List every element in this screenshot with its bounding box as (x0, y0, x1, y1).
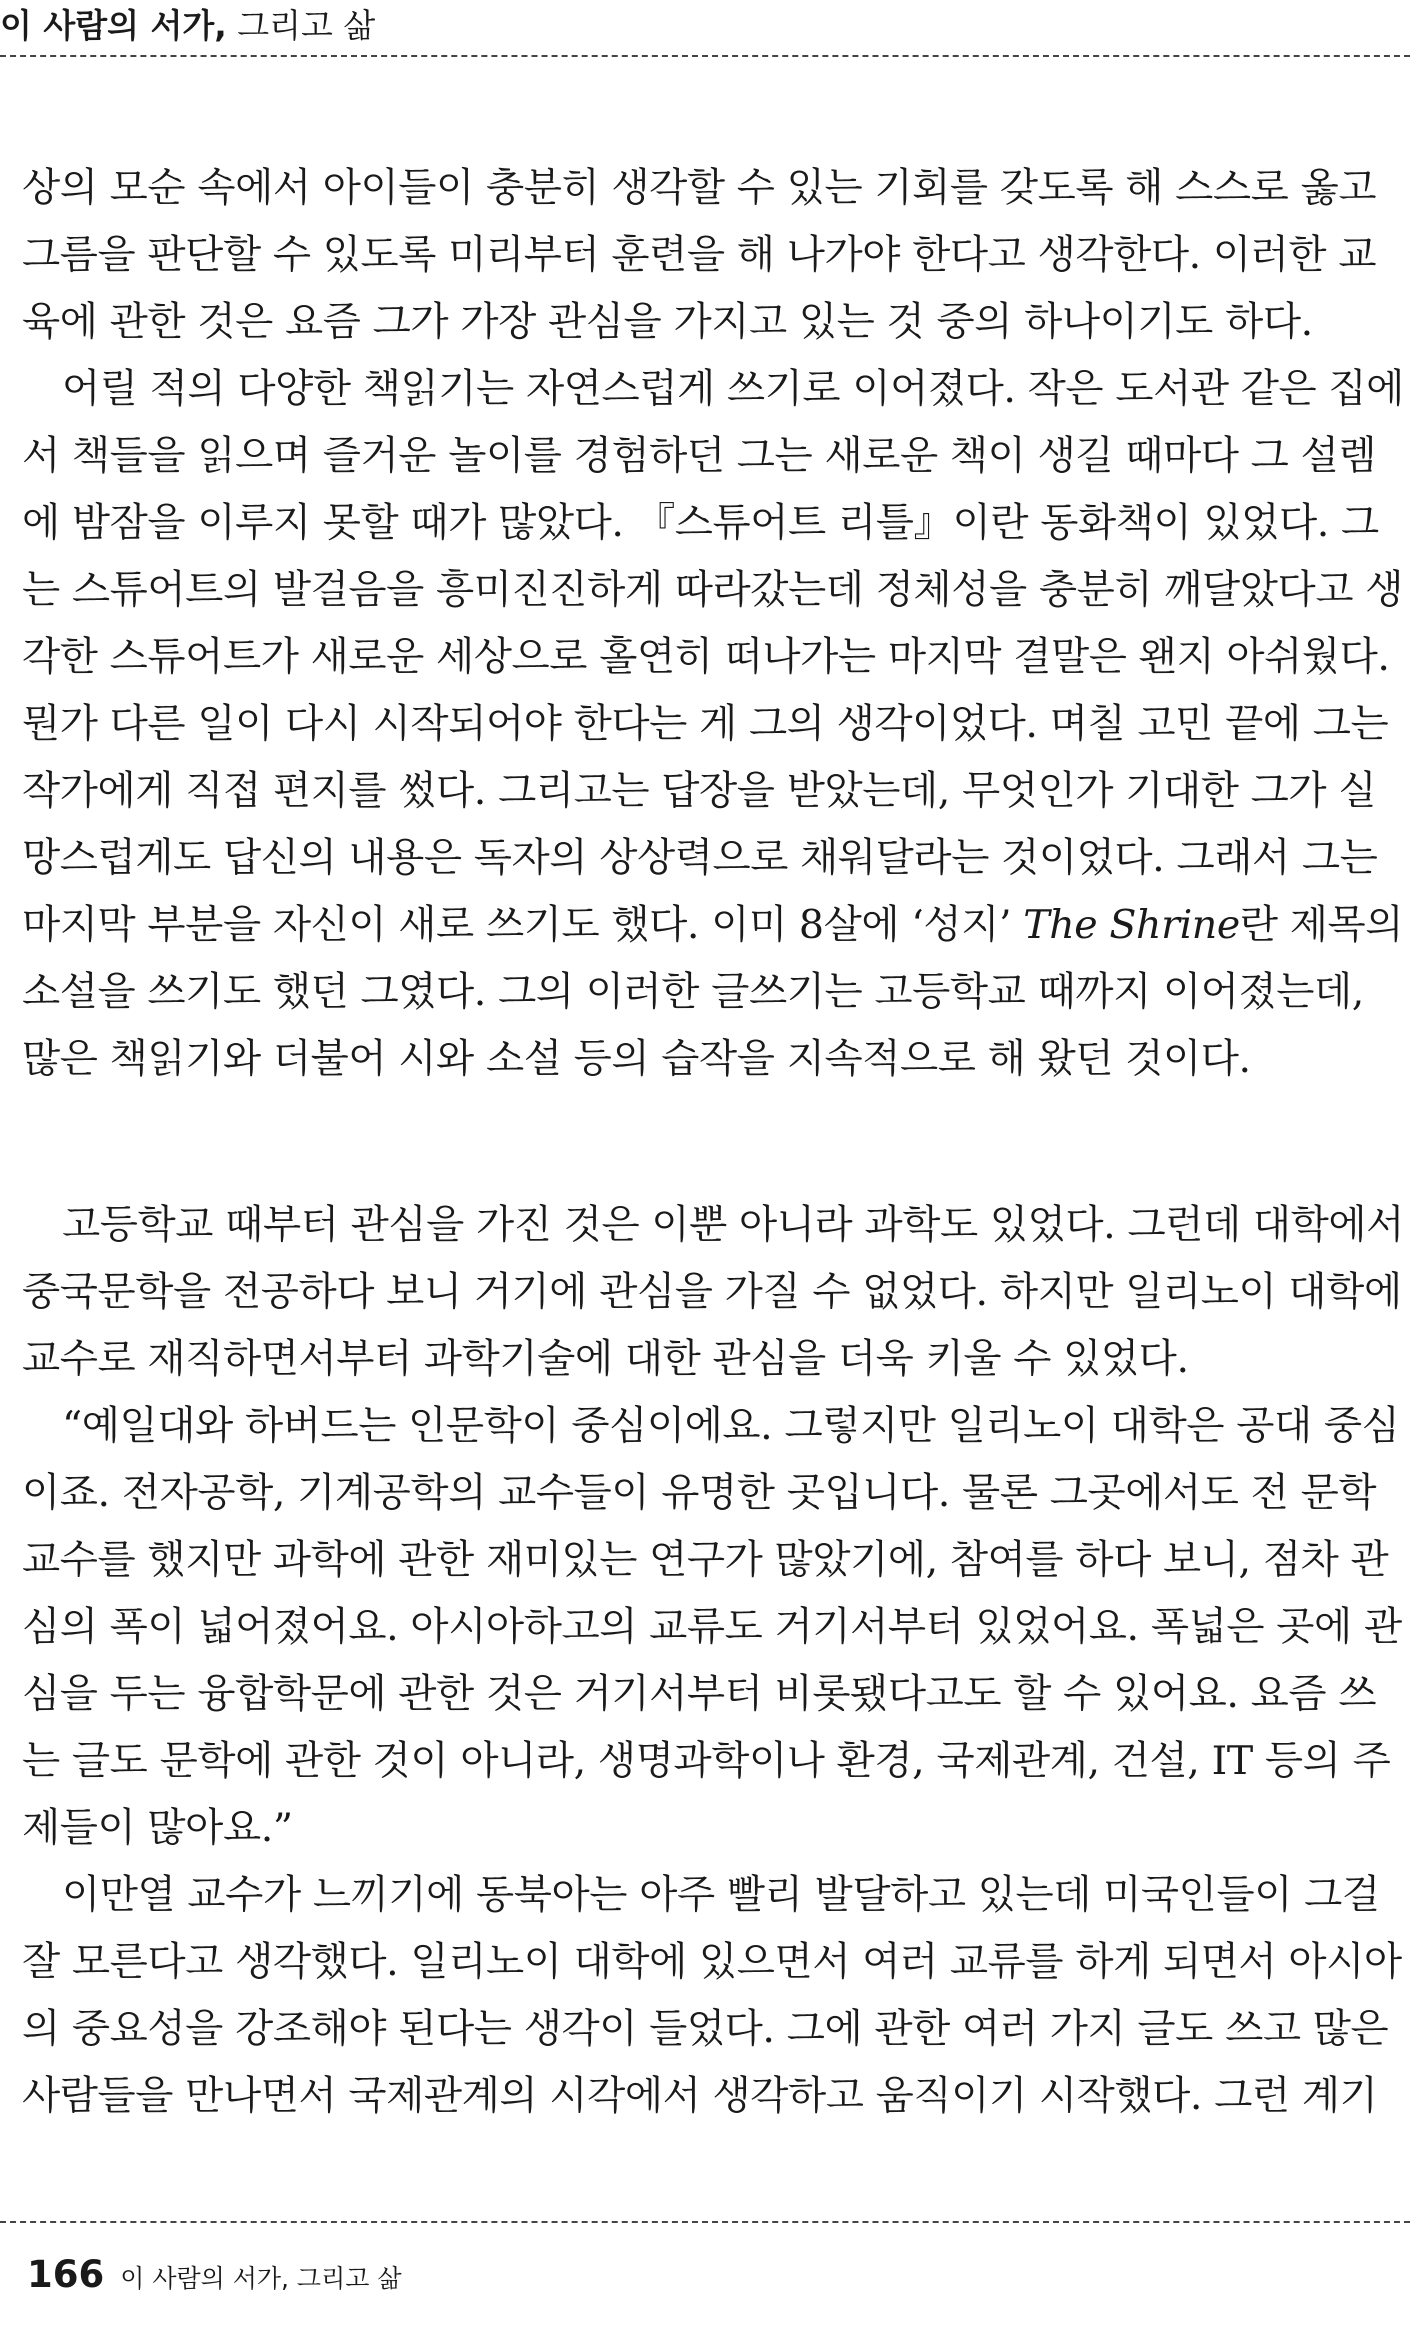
text-block-1 (22, 155, 1407, 1093)
page-number: 166 (27, 2253, 105, 2296)
text-block-2 (22, 1192, 1407, 2130)
header-divider (0, 55, 1410, 57)
paragraph-3: 고등학교 때부터 관심을 가진 것은 이뿐 아니라 과학도 있었다. 그런데 대학에서 중국문학을 전공하다 보니 거기에 관심을 가질 수 없었다. 하지만 일리노이 대학에 교수로 재직하면서부터 과학기술에 대한 관심을 더욱 키울 수 있었다. (22, 1202, 1404, 1382)
paragraph-2 (22, 356, 1407, 1093)
paragraph-1: 상의 모순 속에서 아이들이 충분히 생각할 수 있는 기회를 갖도록 해 스스로 옳고 그름을 판단할 수 있도록 미리부터 훈련을 해 나가야 한다고 생각한다. 이러한 교육에 관한 것은 요즘 그가 가장 관심을 가지고 있는 것 중의 하나이기도 하다. (22, 165, 1377, 345)
page-footer (27, 2245, 401, 2312)
paragraph-2-part-2: 란 제목의 소설을 쓰기도 했던 그였다. 그의 이러한 글쓰기는 고등학교 때까지 이어졌는데, 많은 책읽기와 더불어 시와 소설 등의 습작을 지속적으로 해 왔던 것이다. (22, 902, 1404, 1082)
header-title-bold: 이 사람의 서가, (0, 6, 227, 45)
footer-divider (0, 2221, 1410, 2223)
book-title-italic: The Shrine (1023, 902, 1240, 948)
paragraph-5: 이만열 교수가 느끼기에 동북아는 아주 빨리 발달하고 있는데 미국인들이 그걸 잘 모른다고 생각했다. 일리노이 대학에 있으면서 여러 교류를 하게 되면서 아시아의 중요성을 강조해야 된다는 생각이 들었다. 그에 관한 여러 가지 글도 쓰고 많은 사람들을 만나면서 국제관계의 시각에서 생각하고 움직이기 시작했다. 그런 계기 (22, 1872, 1402, 2119)
paragraph-2-part-1: 어릴 적의 다양한 책읽기는 자연스럽게 쓰기로 이어졌다. 작은 도서관 같은 집에서 책들을 읽으며 즐거운 놀이를 경험하던 그는 새로운 책이 생길 때마다 그 설렘에 밤잠을 이루지 못할 때가 많았다. 『스튜어트 리틀』이란 동화책이 있었다. 그는 스튜어트의 발걸음을 흥미진진하게 따라갔는데 정체성을 충분히 깨달았다고 생각한 스튜어트가 새로운 세상으로 홀연히 떠나가는 마지막 결말은 왠지 아쉬웠다. 뭔가 다른 일이 다시 시작되어야 한다는 게 그의 생각이었다. 며칠 고민 끝에 그는 작가에게 직접 편지를 썼다. 그리고는 답장을 받았는데, 무엇인가 기대한 그가 실망스럽게도 답신의 내용은 독자의 상상력으로 채워달라는 것이었다. 그래서 그는 마지막 부분을 자신이 새로 쓰기도 했다. 이미 8살에 ‘성지’ (22, 366, 1404, 948)
running-header (0, 6, 375, 46)
header-title-rest: 그리고 삶 (226, 6, 376, 45)
paragraph-4-quote: “예일대와 하버드는 인문학이 중심이에요. 그렇지만 일리노이 대학은 공대 중심이죠. 전자공학, 기계공학의 교수들이 유명한 곳입니다. 물론 그곳에서도 전 문학 교수를 했지만 과학에 관한 재미있는 연구가 많았기에, 참여를 하다 보니, 점차 관심의 폭이 넓어졌어요. 아시아하고의 교류도 거기서부터 있었어요. 폭넓은 곳에 관심을 두는 융합학문에 관한 것은 거기서부터 비롯됐다고도 할 수 있어요. 요즘 쓰는 글도 문학에 관한 것이 아니라, 생명과학이나 환경, 국제관계, 건설, IT 등의 주제들이 많아요.” (22, 1403, 1402, 1851)
footer-title: 이 사람의 서가, 그리고 삶 (120, 2264, 402, 2293)
